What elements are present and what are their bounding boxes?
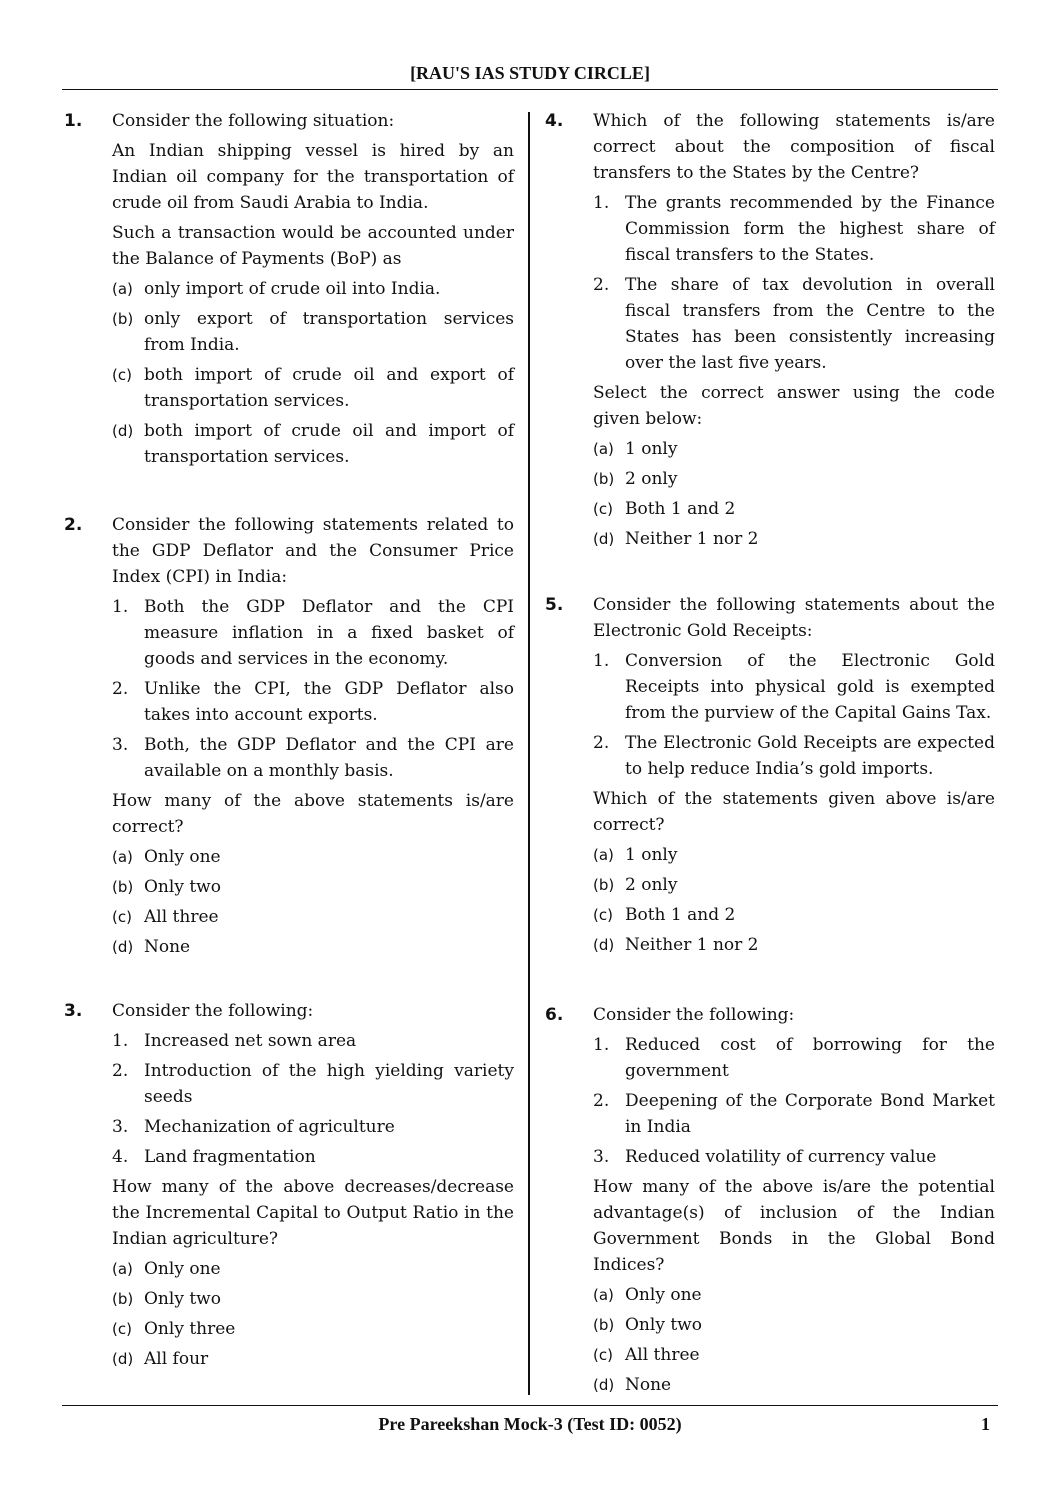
option-key: (b) xyxy=(593,470,615,488)
answer-option xyxy=(112,306,514,358)
question-text: An Indian shipping vessel is hired by an Indian oil company for the transportation of crude oil from Saudi Arabia to India. xyxy=(112,141,514,213)
option-text: Neither 1 nor 2 xyxy=(625,529,759,549)
statement-text: Reduced volatility of currency value xyxy=(625,1147,937,1167)
statement-number: 1. xyxy=(593,651,610,671)
question-prompt: Select the correct answer using the code given below: xyxy=(593,383,995,429)
option-text: Only one xyxy=(144,847,221,867)
option-text: 1 only xyxy=(625,845,678,865)
page-footer xyxy=(62,1405,998,1442)
statement-text: Both, the GDP Deflator and the CPI are available on a monthly basis. xyxy=(144,735,514,781)
answer-option xyxy=(593,526,995,552)
answer-option xyxy=(112,934,514,960)
question-body xyxy=(112,108,514,470)
option-text: only export of transportation services from India. xyxy=(144,309,514,355)
statement-item xyxy=(112,1144,514,1170)
statement-text: The grants recommended by the Finance Commission form the highest share of fiscal transfers to the States. xyxy=(625,193,995,265)
statement-number: 1. xyxy=(112,1031,129,1051)
option-key: (b) xyxy=(112,878,134,896)
answer-option xyxy=(593,1282,995,1308)
option-key: (d) xyxy=(112,1350,134,1368)
statement-item xyxy=(593,272,995,376)
answer-option xyxy=(593,1312,995,1338)
question-5 xyxy=(543,592,995,958)
statement-item xyxy=(593,730,995,782)
statement-item xyxy=(112,1058,514,1110)
option-key: (b) xyxy=(593,876,615,894)
answer-option xyxy=(593,902,995,928)
option-text: Both 1 and 2 xyxy=(625,905,736,925)
statement-number: 2. xyxy=(112,679,129,699)
option-key: (c) xyxy=(593,1346,613,1364)
option-text: Only two xyxy=(144,1289,221,1309)
question-6 xyxy=(543,1002,995,1398)
answer-option xyxy=(593,1372,995,1398)
answer-option xyxy=(112,1286,514,1312)
option-text: Only three xyxy=(144,1319,236,1339)
answer-option xyxy=(593,466,995,492)
question-text: Consider the following situation: xyxy=(112,111,395,131)
column-divider xyxy=(528,112,530,1395)
answer-option xyxy=(593,842,995,868)
option-text: Only two xyxy=(625,1315,702,1335)
question-prompt: How many of the above statements is/are correct? xyxy=(112,791,514,837)
answer-option xyxy=(593,872,995,898)
question-number: 5. xyxy=(545,595,564,615)
statement-item xyxy=(593,1088,995,1140)
option-text: 2 only xyxy=(625,875,678,895)
answer-option xyxy=(112,1256,514,1282)
option-text: only import of crude oil into India. xyxy=(144,279,441,299)
question-prompt: How many of the above decreases/decrease the Incremental Capital to Output Ratio in the Indian agriculture? xyxy=(112,1177,514,1249)
option-key: (a) xyxy=(112,848,133,866)
statement-number: 3. xyxy=(112,735,129,755)
question-number: 6. xyxy=(545,1005,564,1025)
option-key: (c) xyxy=(593,500,613,518)
statement-text: Both the GDP Deflator and the CPI measure inflation in a fixed basket of goods and services in the economy. xyxy=(144,597,514,669)
option-key: (d) xyxy=(112,938,134,956)
option-key: (a) xyxy=(593,1286,614,1304)
statement-item xyxy=(112,676,514,728)
option-key: (c) xyxy=(112,908,132,926)
option-text: 1 only xyxy=(625,439,678,459)
question-body xyxy=(593,592,995,958)
option-key: (d) xyxy=(593,936,615,954)
question-text: Which of the following statements is/are correct about the composition of fiscal transfers to the States by the Centre? xyxy=(593,111,995,183)
option-key: (b) xyxy=(112,1290,134,1308)
header-title: [RAU'S IAS STUDY CIRCLE] xyxy=(410,63,650,83)
statement-text: Unlike the CPI, the GDP Deflator also takes into account exports. xyxy=(144,679,514,725)
statement-text: The share of tax devolution in overall fiscal transfers from the Centre to the States has been consistently increasing over the last five years. xyxy=(625,275,995,373)
statement-number: 1. xyxy=(593,193,610,213)
question-text: Consider the following: xyxy=(112,1001,314,1021)
option-key: (d) xyxy=(112,422,134,440)
page-number: 1 xyxy=(981,1414,990,1434)
statement-text: Conversion of the Electronic Gold Receipts into physical gold is exempted from the purview of the Capital Gains Tax. xyxy=(625,651,995,723)
answer-option xyxy=(112,1346,514,1372)
option-key: (b) xyxy=(112,310,134,328)
answer-option xyxy=(593,496,995,522)
footer-test-name: Pre Pareekshan Mock-3 (Test ID: 0052) xyxy=(378,1414,682,1434)
statement-item xyxy=(593,1144,995,1170)
statement-item xyxy=(593,190,995,268)
question-body xyxy=(593,1002,995,1398)
statement-number: 2. xyxy=(593,275,610,295)
question-4 xyxy=(543,108,995,552)
answer-option xyxy=(112,1316,514,1342)
question-1 xyxy=(62,108,514,470)
statement-number: 3. xyxy=(112,1117,129,1137)
option-text: both import of crude oil and import of transportation services. xyxy=(144,421,514,467)
question-3 xyxy=(62,998,514,1372)
option-text: 2 only xyxy=(625,469,678,489)
answer-option xyxy=(112,844,514,870)
question-body xyxy=(112,998,514,1372)
statement-item xyxy=(112,732,514,784)
option-text: All three xyxy=(144,907,219,927)
statement-text: The Electronic Gold Receipts are expected to help reduce India’s gold imports. xyxy=(625,733,995,779)
question-number: 1. xyxy=(64,111,83,131)
statement-text: Mechanization of agriculture xyxy=(144,1117,395,1137)
option-key: (a) xyxy=(593,440,614,458)
statement-item xyxy=(112,1028,514,1054)
question-prompt: How many of the above is/are the potential advantage(s) of inclusion of the Indian Government Bonds in the Global Bond Indices? xyxy=(593,1177,995,1275)
answer-option xyxy=(112,874,514,900)
question-body xyxy=(112,512,514,960)
statement-number: 2. xyxy=(593,1091,610,1111)
option-key: (a) xyxy=(112,280,133,298)
option-text: None xyxy=(144,937,191,957)
question-prompt: Which of the statements given above is/are correct? xyxy=(593,789,995,835)
statement-number: 1. xyxy=(593,1035,610,1055)
answer-option xyxy=(593,932,995,958)
right-column xyxy=(543,108,995,1402)
option-text: Only one xyxy=(144,1259,221,1279)
statement-number: 2. xyxy=(593,733,610,753)
statement-text: Increased net sown area xyxy=(144,1031,357,1051)
answer-option xyxy=(112,362,514,414)
answer-option xyxy=(593,436,995,462)
answer-option xyxy=(112,276,514,302)
option-key: (a) xyxy=(112,1260,133,1278)
answer-option xyxy=(112,904,514,930)
statement-item xyxy=(593,1032,995,1084)
question-body xyxy=(593,108,995,552)
option-key: (c) xyxy=(112,366,132,384)
statement-text: Introduction of the high yielding variety seeds xyxy=(144,1061,514,1107)
statement-number: 1. xyxy=(112,597,129,617)
question-number: 2. xyxy=(64,515,83,535)
option-key: (a) xyxy=(593,846,614,864)
option-text: All four xyxy=(144,1349,209,1369)
statement-number: 2. xyxy=(112,1061,129,1081)
option-key: (d) xyxy=(593,1376,615,1394)
question-text: Such a transaction would be accounted under the Balance of Payments (BoP) as xyxy=(112,223,514,269)
statement-text: Reduced cost of borrowing for the government xyxy=(625,1035,995,1081)
question-text: Consider the following: xyxy=(593,1005,795,1025)
option-text: Only two xyxy=(144,877,221,897)
answer-option xyxy=(112,418,514,470)
question-number: 3. xyxy=(64,1001,83,1021)
statement-number: 3. xyxy=(593,1147,610,1167)
option-text: All three xyxy=(625,1345,700,1365)
option-text: Both 1 and 2 xyxy=(625,499,736,519)
option-key: (c) xyxy=(593,906,613,924)
statement-text: Land fragmentation xyxy=(144,1147,316,1167)
option-key: (b) xyxy=(593,1316,615,1334)
question-text: Consider the following statements related to the GDP Deflator and the Consumer Price Index (CPI) in India: xyxy=(112,515,514,587)
question-2 xyxy=(62,512,514,960)
page-header xyxy=(62,60,998,90)
option-text: Only one xyxy=(625,1285,702,1305)
answer-option xyxy=(593,1342,995,1368)
statement-text: Deepening of the Corporate Bond Market in India xyxy=(625,1091,995,1137)
option-key: (c) xyxy=(112,1320,132,1338)
statement-number: 4. xyxy=(112,1147,129,1167)
question-text: Consider the following statements about the Electronic Gold Receipts: xyxy=(593,595,995,641)
left-column xyxy=(62,108,514,1376)
statement-item xyxy=(112,594,514,672)
option-text: None xyxy=(625,1375,672,1395)
option-text: both import of crude oil and export of transportation services. xyxy=(144,365,514,411)
statement-item xyxy=(593,648,995,726)
option-key: (d) xyxy=(593,530,615,548)
option-text: Neither 1 nor 2 xyxy=(625,935,759,955)
question-number: 4. xyxy=(545,111,564,131)
statement-item xyxy=(112,1114,514,1140)
